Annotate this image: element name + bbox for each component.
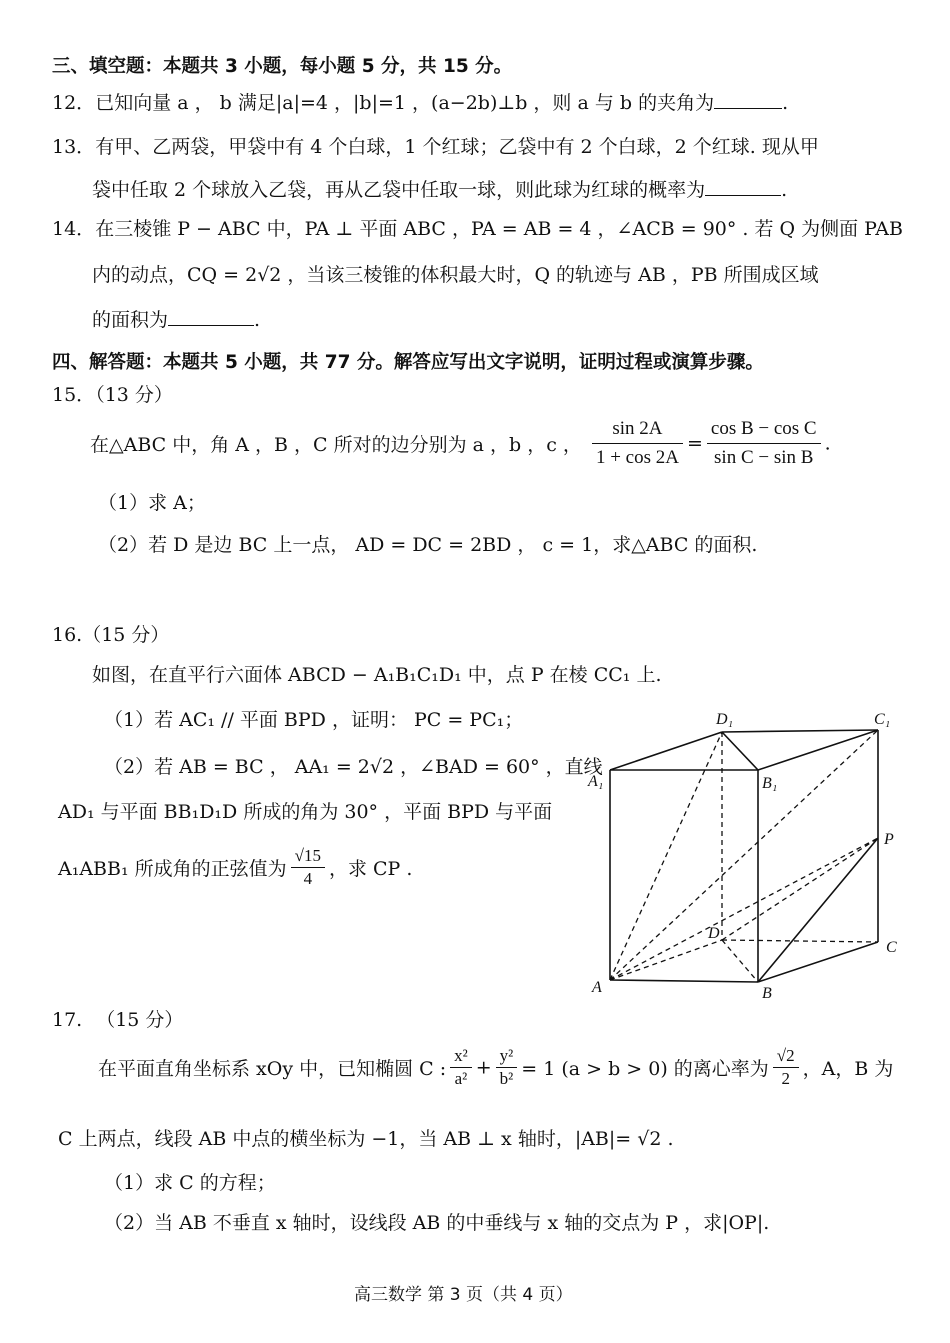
- hidden-edge-a-d: [610, 940, 722, 980]
- denominator: 2: [781, 1069, 790, 1088]
- period: .: [782, 92, 789, 114]
- label-b: B: [762, 985, 772, 1002]
- question-17-part-1: （1）求 C 的方程；: [104, 1172, 276, 1194]
- denominator: 1 + cos 2A: [595, 447, 679, 468]
- parallelepiped-figure: [580, 700, 920, 1010]
- question-16-part-2-line-2: AD₁ 与平面 BB₁D₁D 所成的角为 30° ，平面 BPD 与平面: [58, 801, 553, 823]
- stem-text: 在△ABC 中，角 A ，B ，C 所对的边分别为 a ，b ，c ，: [90, 434, 582, 456]
- edge-d1-c1: [722, 730, 878, 732]
- answer-blank[interactable]: [705, 194, 781, 196]
- fraction-x2-a2: [450, 1045, 472, 1090]
- denominator: sin C − sin B: [714, 447, 814, 468]
- period: .: [781, 179, 788, 201]
- question-14-line-1: [52, 214, 903, 241]
- question-number: 14．: [52, 218, 96, 240]
- question-15-part-2: （2）若 D 是边 BC 上一点， AD = DC = 2BD ， c = 1，求△ABC 的面积.: [98, 534, 758, 556]
- edge-d1-b1: [722, 732, 758, 770]
- text: ，A，B 为: [802, 1058, 894, 1080]
- label-p: P: [884, 831, 894, 848]
- question-17-header: [52, 1005, 183, 1032]
- question-number: 15．: [52, 384, 96, 406]
- question-text: 的面积为: [92, 309, 169, 331]
- edge-b1-c1: [758, 730, 878, 770]
- fraction-cos: [707, 415, 821, 472]
- numerator: cos B − cos C: [707, 415, 821, 444]
- text: A₁ABB₁ 所成角的正弦值为: [58, 858, 287, 880]
- question-score: （13 分）: [95, 384, 173, 406]
- numerator: x²: [450, 1045, 472, 1068]
- fill-in-section-header: 三、填空题：本题共 3 小题，每小题 5 分，共 15 分。: [52, 56, 513, 77]
- text: 在平面直角坐标系 xOy 中，已知椭圆 C :: [98, 1058, 447, 1080]
- label-a1: A₁: [588, 773, 604, 790]
- question-14-line-3: [92, 305, 260, 332]
- segment-b-p: [758, 838, 878, 982]
- question-text: 在三棱锥 P − ABC 中，PA ⊥ 平面 ABC ，PA = AB = 4 ，∠ACB = 90° . 若 Q 为侧面 PAB: [95, 218, 903, 240]
- label-d: D: [708, 925, 720, 942]
- question-number: 17.: [52, 1009, 83, 1031]
- question-13-line-2: [92, 175, 787, 202]
- label-c: C: [886, 939, 897, 956]
- text: ，求 CP .: [328, 858, 413, 880]
- question-score: （15 分）: [96, 1009, 184, 1031]
- question-15-part-1: （1）求 A；: [98, 492, 206, 514]
- numerator: y²: [496, 1045, 518, 1068]
- numerator: √15: [291, 845, 325, 868]
- question-number: 13．: [52, 136, 96, 158]
- question-17-line-2: C 上两点，线段 AB 中点的横坐标为 −1，当 AB ⊥ x 轴时，|AB|= √2 .: [58, 1128, 674, 1150]
- question-14-line-2: [92, 260, 819, 287]
- question-text: 有甲、乙两袋，甲袋中有 4 个白球，1 个红球；乙袋中有 2 个白球，2 个红球. 现从甲: [95, 136, 819, 158]
- question-15-header: [52, 380, 173, 407]
- fraction-sqrt2-over-2: [773, 1045, 799, 1090]
- hidden-segment-a-p: [610, 838, 878, 980]
- hidden-edge-d-c: [722, 940, 878, 942]
- answer-blank[interactable]: [168, 324, 254, 326]
- question-number: 12．: [52, 92, 96, 114]
- question-text: 已知向量 a ， b 满足|a|=4 ，|b|=1 ，(a−2b)⊥b ，则 a 与 b 的夹角为: [95, 92, 715, 114]
- question-13-line-1: [52, 132, 819, 159]
- period: .: [824, 432, 831, 455]
- edge-a-b: [610, 980, 758, 982]
- question-16-part-2-line-1: （2）若 AB = BC ， AA₁ = 2√2 ，∠BAD = 60° ，直线: [104, 756, 603, 778]
- question-16-part-2-line-3: [58, 845, 412, 890]
- fraction-sqrt15-over-4: [291, 845, 325, 890]
- label-c1: C₁: [874, 711, 891, 728]
- solve-section-header: 四、解答题：本题共 5 小题，共 77 分。解答应写出文字说明，证明过程或演算步骤。: [52, 352, 764, 373]
- fraction-sin2a: [592, 415, 683, 472]
- question-16-part-1: （1）若 AC₁ // 平面 BPD ，证明： PC = PC₁；: [104, 709, 524, 731]
- question-15-stem: [90, 415, 831, 472]
- question-number: 16.: [52, 624, 83, 646]
- question-16-stem: 如图，在直平行六面体 ABCD − A₁B₁C₁D₁ 中，点 P 在棱 CC₁ 上.: [92, 664, 662, 686]
- question-text: 内的动点，CQ = 2√2 ，当该三棱锥的体积最大时，Q 的轨迹与 AB ，PB 所围成区域: [92, 264, 819, 286]
- question-17-part-2: （2）当 AB 不垂直 x 轴时，设线段 AB 的中垂线与 x 轴的交点为 P ，求|OP|.: [104, 1212, 770, 1234]
- answer-blank[interactable]: [714, 107, 782, 109]
- question-16-header: [52, 620, 169, 647]
- edge-b-c: [758, 942, 878, 982]
- label-a: A: [592, 979, 602, 996]
- numerator: sin 2A: [592, 415, 683, 444]
- fraction-y2-b2: [496, 1045, 518, 1090]
- question-text: 袋中任取 2 个球放入乙袋，再从乙袋中任取一球，则此球为红球的概率为: [92, 179, 706, 201]
- denominator: b²: [499, 1069, 514, 1088]
- hidden-segment-a-c1: [610, 730, 878, 980]
- plus-sign: +: [475, 1056, 492, 1079]
- page-footer: 高三数学 第 3 页（共 4 页）: [354, 1285, 573, 1305]
- question-12: [52, 88, 788, 115]
- question-17-stem: [98, 1045, 893, 1090]
- hidden-segment-d-p: [722, 838, 878, 940]
- label-d1: D₁: [716, 711, 734, 728]
- question-score: （15 分）: [82, 624, 170, 646]
- hidden-segment-d-b: [722, 940, 758, 982]
- text: = 1 (a > b > 0) 的离心率为: [521, 1058, 769, 1080]
- denominator: 4: [303, 869, 313, 888]
- edge-a1-d1: [610, 732, 722, 770]
- label-b1: B₁: [762, 775, 778, 792]
- numerator: √2: [773, 1045, 799, 1068]
- period: .: [254, 309, 261, 331]
- denominator: a²: [454, 1069, 468, 1088]
- equals-sign: =: [686, 432, 703, 455]
